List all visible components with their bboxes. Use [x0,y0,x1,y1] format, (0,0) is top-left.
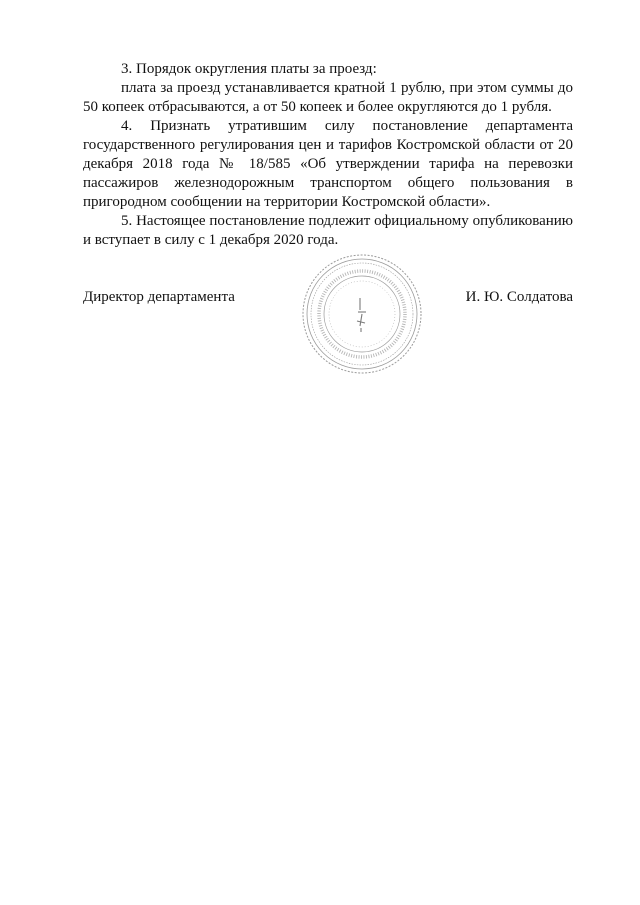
paragraph-4: 4. Признать утратившим силу постановление департамента государственного регулирования цен и тарифов Костромской области от 20 декабря 2018 года № 18/585 «Об утверждении тарифа на перевозки пассажиров железнодорожным транспортом общего пользования в пригородном сообщении на территории Костромской области». [83,118,573,210]
paragraph-3-heading: 3. Порядок округления платы за проезд: [121,61,377,77]
signatory-role: Директор департамента [83,289,235,305]
seal-icon [300,252,424,376]
paragraph-3-body: плата за проезд устанавливается кратной 1 рублю, при этом суммы до 50 копеек отбрасываются, а от 50 копеек и более округляются до 1 рубля. [83,80,573,115]
document-body [83,60,573,250]
paragraph-5: 5. Настоящее постановление подлежит официальному опубликованию и вступает в силу с 1 декабря 2020 года. [83,213,573,248]
signatory-name: И. Ю. Солдатова [465,289,573,305]
